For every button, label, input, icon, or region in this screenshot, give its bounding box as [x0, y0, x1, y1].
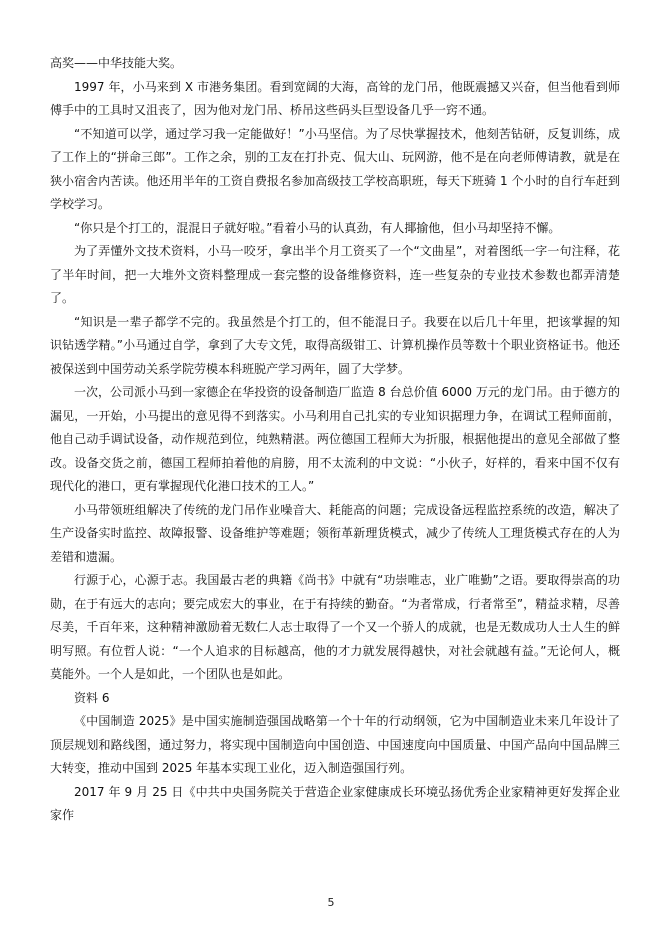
paragraph: “你只是个打工的，混混日子就好啦。”看着小马的认真劲，有人揶揄他，但小马却坚持不懈。 [74, 220, 561, 235]
page-number: 5 [327, 896, 335, 909]
paragraph: 高奖——中华技能大奖。 [50, 56, 183, 70]
paragraph: 《中国制造 2025》是中国实施制造强国战略第一个十年的行动纲领，它为中国制造业未来几年设计了顶层规划和路线图，通过努力，将实现中国制造向中国创造、中国速度向中国质量、中国产品向中国品牌三大转变，推动中国到 2025 年基本实现工业化，迈入制造强国行列。 [50, 714, 620, 775]
section-heading: 资料 6 [74, 690, 110, 705]
paragraph: “不知道可以学，通过学习我一定能做好！”小马坚信。为了尽快掌握技术，他刻苦钻研，反复训练，成了工作上的“拼命三郎”。工作之余，别的工友在打扑克、侃大山、玩网游，他不是在向老师傅请教，就是在狭小宿舍内苦读。他还用半年的工资自费报名参加高级技工学校高职班，每天下班骑 1 个小时的自行车赶到学校学习。 [50, 126, 620, 211]
paragraph: 小马带领班组解决了传统的龙门吊作业噪音大、耗能高的问题；完成设备远程监控系统的改造，解决了生产设备实时监控、故障报警、设备维护等难题；领衔革新理货模式，减少了传统人工理货模式存在的人为差错和遗漏。 [50, 502, 620, 564]
paragraph: 2017 年 9 月 25 日《中共中央国务院关于营造企业家健康成长环境弘扬优秀企业家精神更好发挥企业家作 [50, 784, 620, 822]
paragraph: 1997 年，小马来到 X 市港务集团。看到宽阔的大海，高耸的龙门吊，他既震撼又兴奋，但当他看到师傅手中的工具时又沮丧了，因为他对龙门吊、桥吊这些码头巨型设备几乎一窍不通。 [50, 79, 620, 117]
paragraph: 为了弄懂外文技术资料，小马一咬牙，拿出半个月工资买了一个“文曲星”，对着图纸一字一句注释，花了半年时间，把一大堆外文资料整理成一套完整的设备维修资料，连一些复杂的专业技术参数也都弄清楚了。 [50, 244, 620, 305]
paragraph: 行源于心，心源于志。我国最古老的典籍《尚书》中就有“功崇唯志，业广唯勤”之语。要取得崇高的功勋，在于有远大的志向；要完成宏大的事业，在于有持续的勤奋。“为者常成，行者常至”，精益求精，尽善尽美，千百年来，这种精神激励着无数仁人志士取得了一个又一个骄人的成就，也是无数成功人士人生的鲜明写照。有位哲人说：“一个人追求的目标越高，他的才力就发展得越快，对社会就越有益。”无论何人，概莫能外。一个人是如此，一个团队也是如此。 [50, 573, 620, 681]
paragraph: “知识是一辈子都学不完的。我虽然是个打工的，但不能混日子。我要在以后几十年里，把该掌握的知识钻透学精。”小马通过自学，拿到了大专文凭，取得高级钳工、计算机操作员等数十个职业资格证书。他还被保送到中国劳动关系学院劳模本科班脱产学习两年，圆了大学梦。 [50, 314, 620, 376]
document-body [50, 52, 620, 828]
paragraph: 一次，公司派小马到一家德企在华投资的设备制造厂监造 8 台总价值 6000 万元的龙门吊。由于德方的漏见，一开始，小马提出的意见得不到落实。小马利用自己扎实的专业知识据理力争，在调试工程师面前，他自己动手调试设备，动作规范到位，纯熟精湛。两位德国工程师大为折服，根据他提出的意见全部做了整改。设备交货之前，德国工程师拍着他的肩膀，用不太流利的中文说：“小伙子，好样的，看来中国不仅有现代化的港口，更有掌握现代化港口技术的工人。” [50, 385, 620, 493]
